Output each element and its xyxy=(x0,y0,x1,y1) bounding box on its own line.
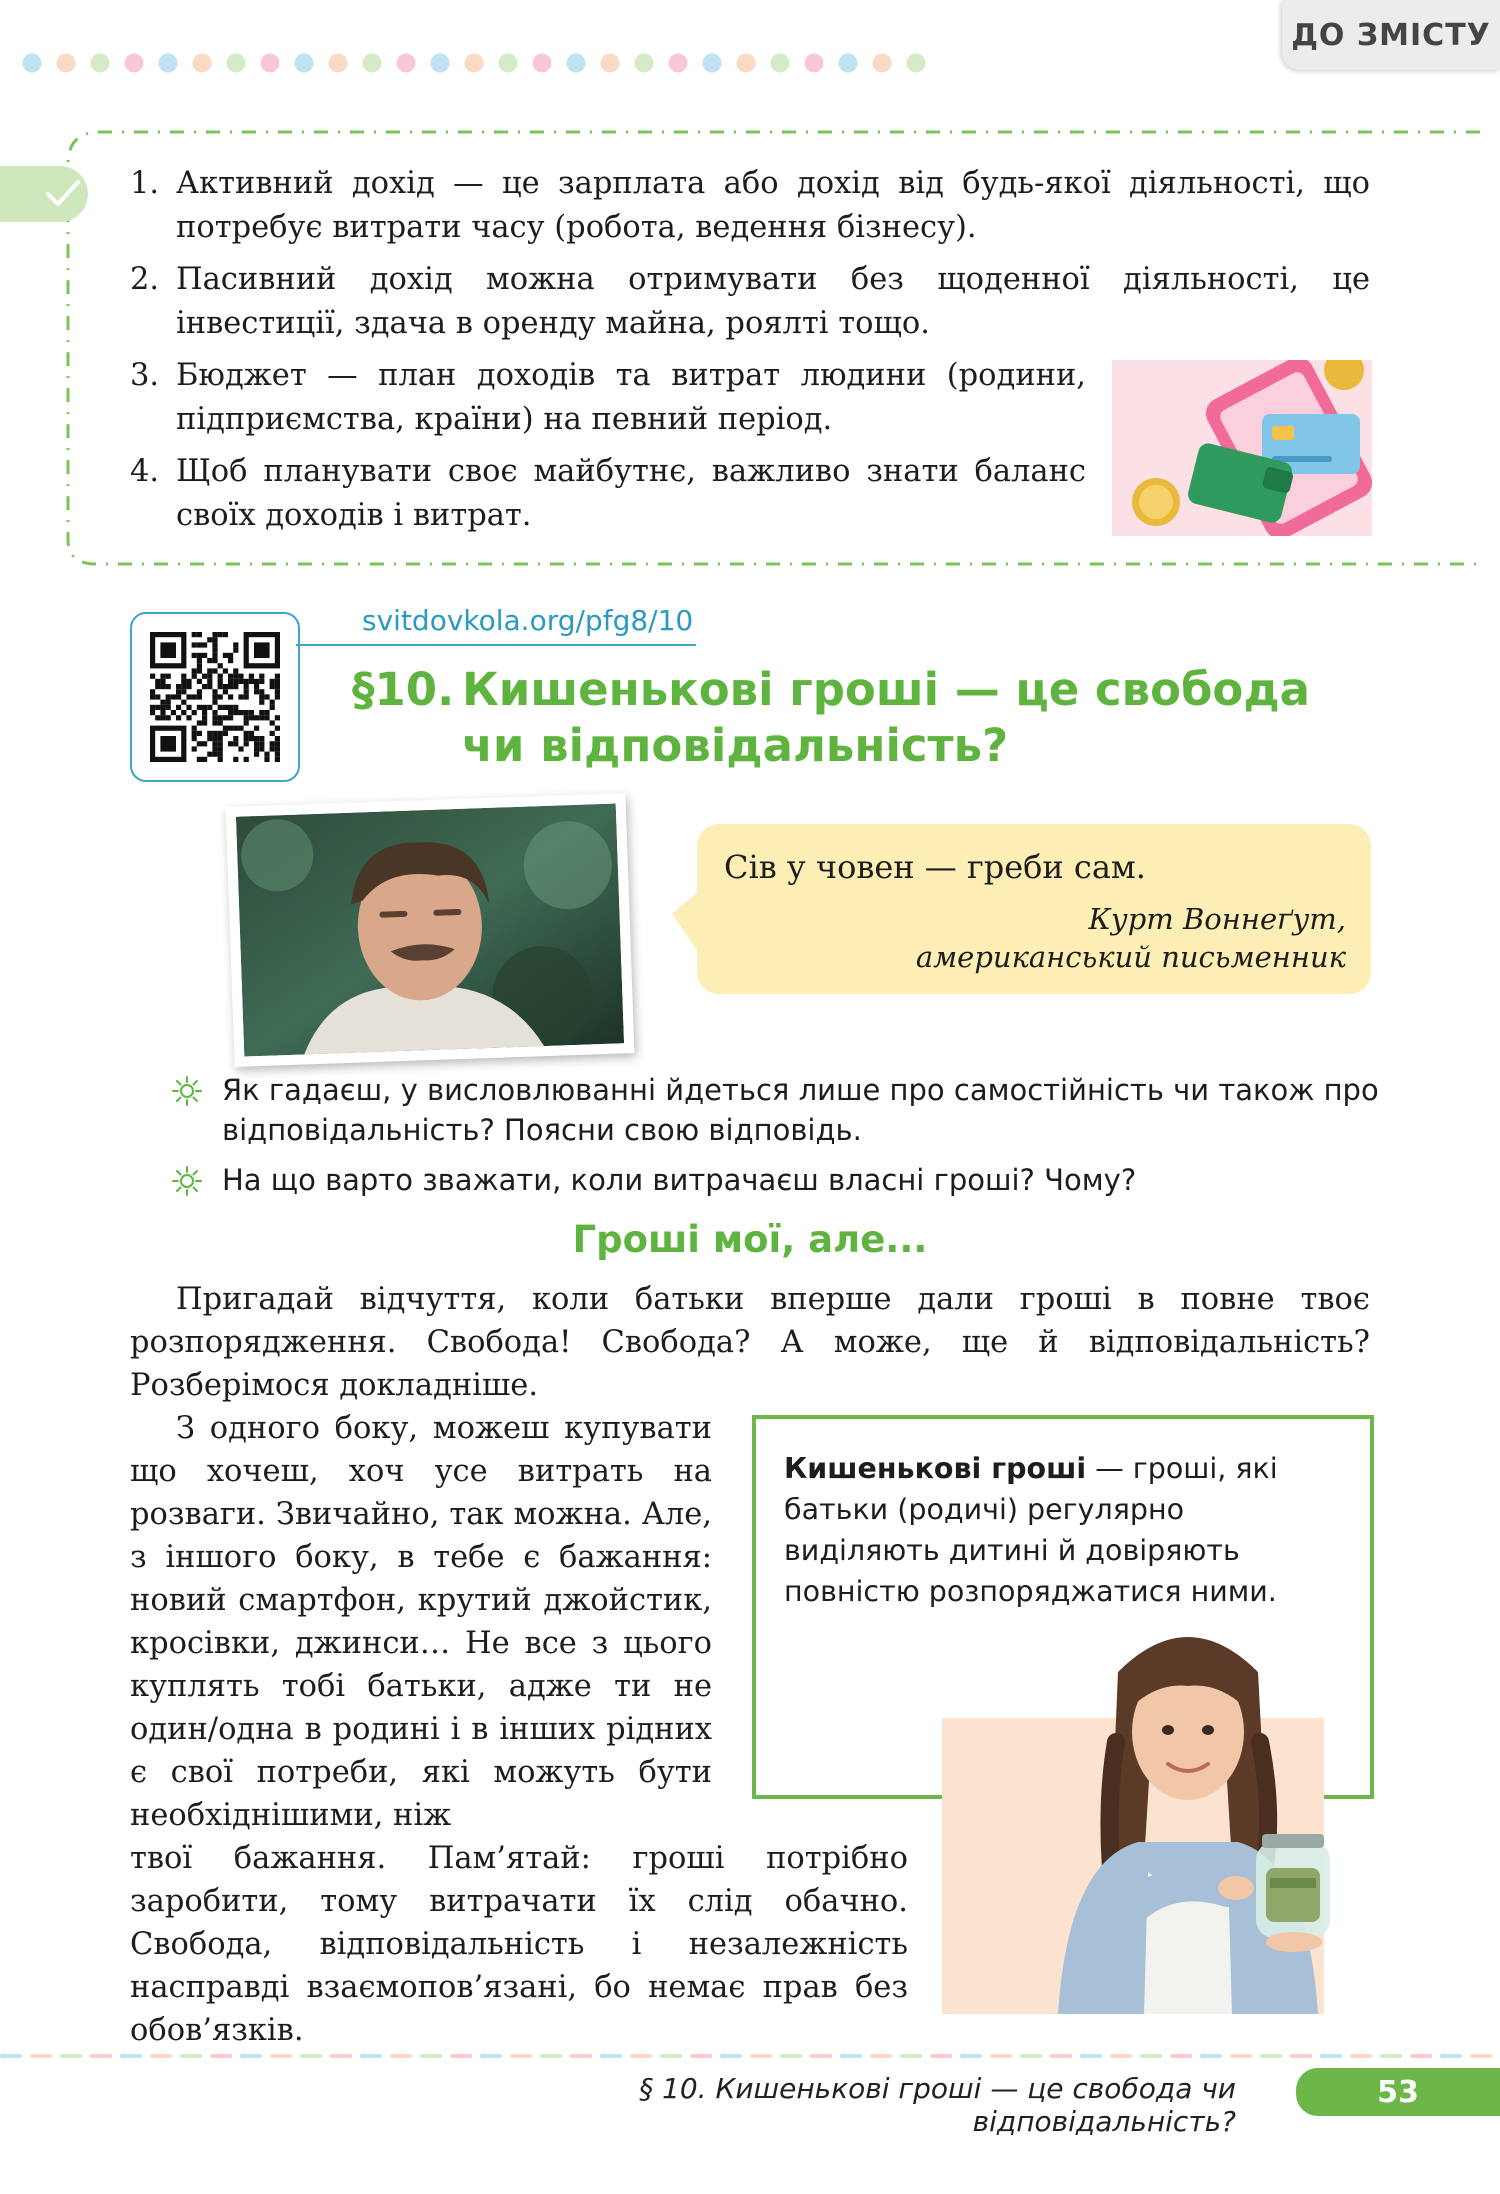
qr-code-icon xyxy=(150,632,280,762)
quote-bubble-tail xyxy=(672,890,712,960)
definition-term: Кишенькові гроші xyxy=(784,1452,1087,1485)
body-paragraph: Пригадай відчуття, коли батьки вперше дали гроші в повне твоє розпорядження. Свобода! Свобода? А може, ще й відповідальність? Розберімося докладніше. xyxy=(130,1282,1370,1403)
question-item: На що варто зважати, коли витрачаєш власні гроші? Чому? xyxy=(172,1160,1382,1200)
quote-text: Сів у човен — греби сам. xyxy=(724,848,1146,886)
resource-link[interactable]: svitdovkola.org/pfg8/10 xyxy=(362,604,694,637)
summary-item: 1. Активний дохід — це зарплата або дохід від будь-якої діяльності, що потребує витрати часу (робота, ведення бізнесу). xyxy=(130,166,1370,245)
phone-wallet-coins-illustration xyxy=(1112,360,1372,536)
quote-author: Курт Воннеґут, американський письменник xyxy=(915,902,1346,974)
body-paragraph: З одного боку, можеш купувати що хочеш, хоч усе витрать на розваги. Звичайно, так можна. Але, з іншого боку, в тебе є бажання: новий смартфон, крутий джойстик, кросівки, джинси… Не все з цього куплять тобі батьки, адже ти не один/одна в родині і в інших рідних є свої потреби, які можуть бути необхіднішими, ніж xyxy=(130,1411,712,1833)
body-paragraph: твої бажання. Пам’ятай: гроші потрібно заробити, тому витрачати їх слід обачно. Свобода, відповідальність і незалежність насправді взаємопов’язані, бо немає прав без обов’язків. xyxy=(130,1841,908,2048)
girl-with-money-jar-photo xyxy=(1018,1612,1358,2014)
section-title: §10. Кишенькові гроші — це свобода чи відповідальність? xyxy=(352,663,1311,772)
summary-item: 2. Пасивний дохід можна отримувати без щоденної діяльності, це інвестиції, здача в оренду майна, роялті тощо. xyxy=(130,262,1370,341)
sun-icon xyxy=(172,1166,202,1196)
checkmark-icon xyxy=(0,166,88,222)
definition-text: Кишенькові гроші — гроші, які батьки (родичі) регулярно виділяють дитині й довіряють повністю розпоряджатися ними. xyxy=(784,1452,1278,1608)
running-footer-title: § 10. Кишенькові гроші — це свобода чи відповідальність? xyxy=(639,2072,1236,2138)
summary-item: 3. Бюджет — план доходів та витрат людини (родини, підприємства, країни) на певний період. xyxy=(130,358,1086,437)
top-dots-decoration xyxy=(22,52,1272,74)
writer-photo xyxy=(226,793,635,1067)
qr-code[interactable] xyxy=(130,612,300,782)
summary-item: 4. Щоб планувати своє майбутнє, важливо знати баланс своїх доходів і витрат. xyxy=(130,454,1086,533)
checkmark-badge xyxy=(0,166,88,222)
page-number: 53 xyxy=(1296,2068,1500,2116)
table-of-contents-tab[interactable]: ДО ЗМІСТУ xyxy=(1282,0,1500,70)
question-item: Як гадаєш, у висловлюванні йдеться лише про самостійність чи також про відповідальність? Поясни свою відповідь. xyxy=(172,1070,1382,1150)
discussion-questions xyxy=(172,1070,1382,1210)
bottom-dashes-decoration xyxy=(0,2052,1500,2060)
link-underline xyxy=(296,644,696,646)
subheading: Гроші мої, але... xyxy=(572,1218,928,1261)
sun-icon xyxy=(172,1076,202,1106)
